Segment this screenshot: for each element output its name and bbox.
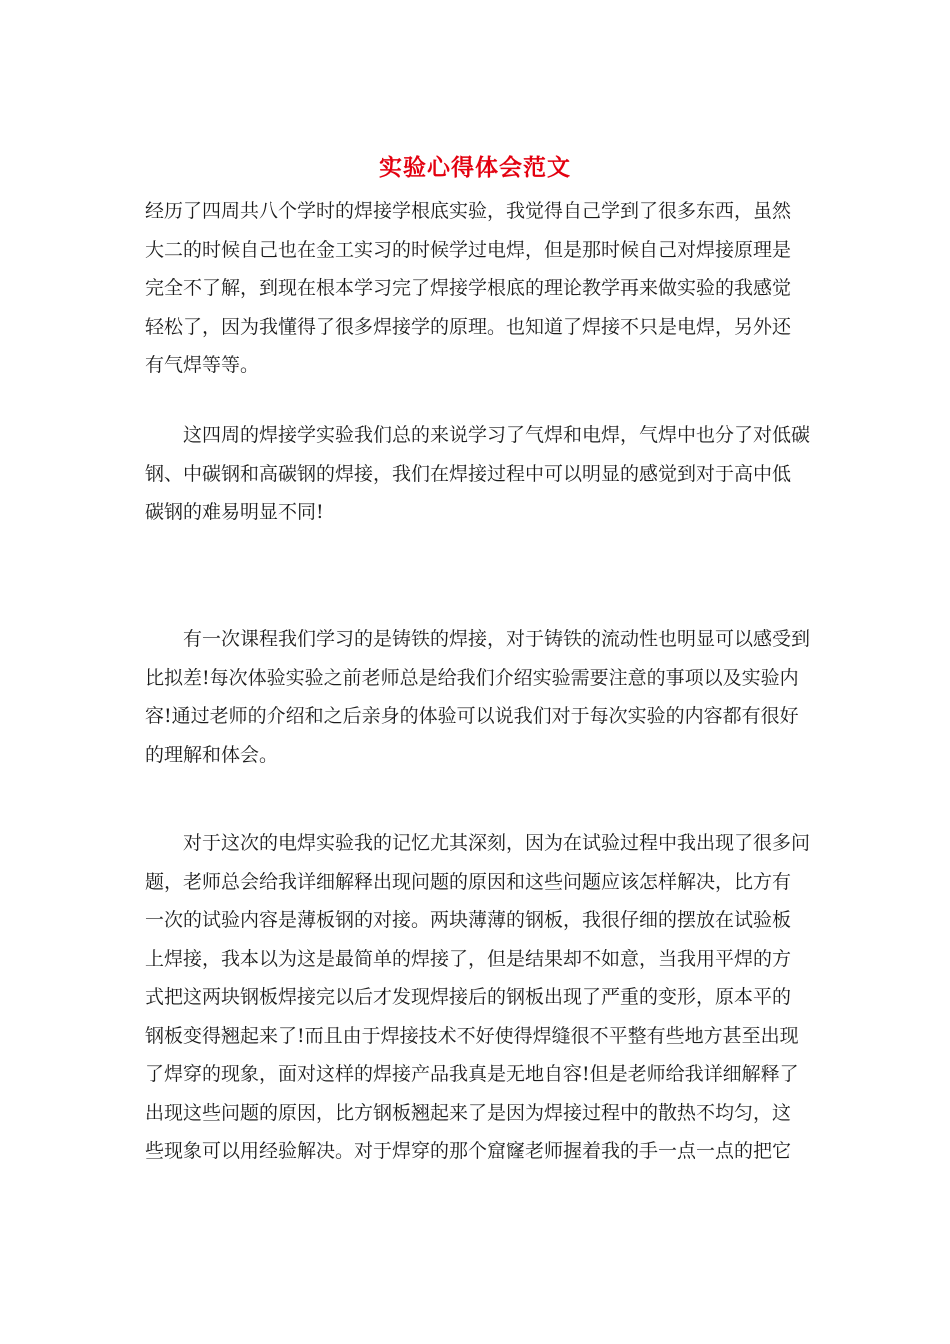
paragraph-4 [145, 824, 815, 1171]
paragraph-line: 的理解和体会。 [145, 743, 279, 766]
paragraph-line: 些现象可以用经验解决。对于焊穿的那个窟窿老师握着我的手一点一点的把它 [145, 1140, 792, 1162]
paragraph-line: 题，老师总会给我详细解释出现问题的原因和这些问题应该怎样解决，比方有 [145, 870, 792, 893]
paragraph-line: 碳钢的难易明显不同! [145, 501, 324, 523]
paragraph-line: 式把这两块钢板焊接完以后才发现焊接后的钢板出现了严重的变形，原本平的 [145, 986, 792, 1008]
paragraph-line: 完全不了解，到现在根本学习完了焊接学根底的理论教学再来做实验的我感觉 [145, 277, 792, 299]
paragraph-line: 比拟差!每次体验实验之前老师总是给我们介绍实验需要注意的事项以及实验内 [145, 666, 799, 689]
paragraph-line: 对于这次的电焊实验我的记忆尤其深刻，因为在试验过程中我出现了很多问 [145, 832, 811, 854]
paragraph-line: 有气焊等等。 [145, 354, 260, 376]
paragraph-line: 了焊穿的现象，面对这样的焊接产品我真是无地自容!但是老师给我详细解释了 [145, 1063, 799, 1085]
paragraph-line: 这四周的焊接学实验我们总的来说学习了气焊和电焊，气焊中也分了对低碳 [145, 424, 811, 446]
paragraph-line: 轻松了，因为我懂得了很多焊接学的原理。也知道了焊接不只是电焊，另外还 [145, 315, 792, 338]
paragraph-line: 出现这些问题的原因，比方钢板翘起来了是因为焊接过程中的散热不均匀，这 [145, 1101, 792, 1124]
paragraph-2 [145, 416, 815, 532]
paragraph-line: 上焊接，我本以为这是最简单的焊接了，但是结果却不如意，当我用平焊的方 [145, 947, 792, 970]
paragraph-1 [145, 192, 815, 385]
paragraph-line: 有一次课程我们学习的是铸铁的焊接，对于铸铁的流动性也明显可以感受到 [145, 628, 811, 650]
paragraph-line: 钢板变得翘起来了!而且由于焊接技术不好使得焊缝很不平整有些地方甚至出现 [145, 1024, 799, 1047]
paragraph-3 [145, 620, 815, 774]
document-title: 实验心得体会范文 [379, 154, 571, 181]
paragraph-line: 容!通过老师的介绍和之后亲身的体验可以说我们对于每次实验的内容都有很好 [145, 705, 799, 727]
paragraph-line: 一次的试验内容是薄板钢的对接。两块薄薄的钢板，我很仔细的摆放在试验板 [145, 909, 792, 931]
paragraph-line: 经历了四周共八个学时的焊接学根底实验，我觉得自己学到了很多东西，虽然 [145, 200, 792, 222]
paragraph-line: 钢、中碳钢和高碳钢的焊接，我们在焊接过程中可以明显的感觉到对于高中低 [145, 462, 792, 485]
paragraph-line: 大二的时候自己也在金工实习的时候学过电焊，但是那时候自己对焊接原理是 [145, 238, 792, 261]
